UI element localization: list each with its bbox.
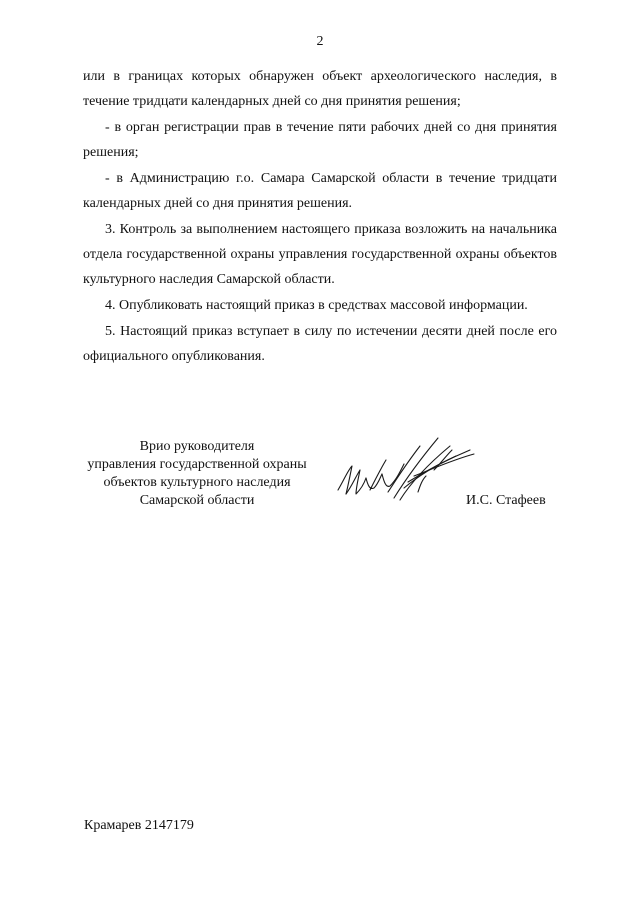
signatory-position-line: Врио руководителя (139, 439, 255, 454)
handwritten-signature (334, 430, 484, 510)
paragraph-item-3-control: 3. Контроль за выполнением настоящего приказа возложить на начальника отдела государственной охраны управления государственной охраны объектов культурного наследия Самарской области. (83, 222, 557, 287)
page-number: 2 (316, 34, 324, 49)
signatory-position-line: Самарской области (139, 493, 255, 508)
signatory-position (84, 438, 310, 510)
document-body (83, 64, 557, 369)
paragraph-continuation: или в границах которых обнаружен объект археологического наследия, в течение тридцати календарных дней со дня принятия решения; (83, 69, 557, 109)
signer-name: И.С. Стафеев (466, 493, 546, 508)
paragraph-item-4-publish: 4. Опубликовать настоящий приказ в средствах массовой информации. (105, 298, 528, 313)
paragraph-registration-authority: - в орган регистрации прав в течение пяти рабочих дней со дня принятия решения; (83, 120, 557, 160)
signatory-position-line: управления государственной охраны (87, 457, 307, 472)
executor-note: Крамарев 2147179 (84, 818, 194, 833)
paragraph-item-5-effective: 5. Настоящий приказ вступает в силу по истечении десяти дней после его официального опубликования. (83, 324, 557, 364)
paragraph-administration: - в Администрацию г.о. Самара Самарской области в течение тридцати календарных дней со дня принятия решения. (83, 171, 557, 211)
signatory-position-line: объектов культурного наследия (103, 475, 291, 490)
